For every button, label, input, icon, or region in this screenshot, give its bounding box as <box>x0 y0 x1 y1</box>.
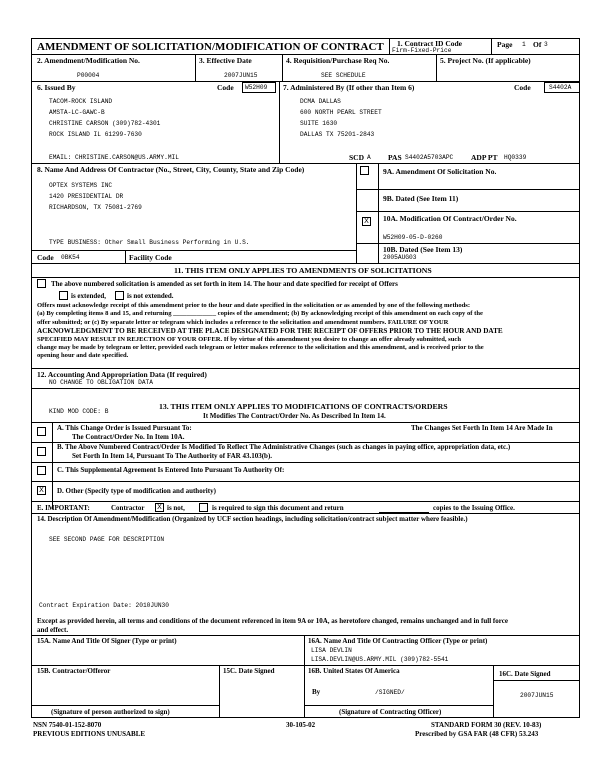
item-12-label: 12. Accounting And Appropriation Data (If required) <box>37 370 207 379</box>
footer-nsn: NSN 7540-01-152-8070 <box>33 721 102 729</box>
item-9b-label: 9B. Dated (See Item 11) <box>383 194 459 203</box>
type-business: TYPE BUSINESS: Other Small Business Performing in U.S. <box>49 239 250 246</box>
item-13-title: 13. THIS ITEM ONLY APPLIES TO MODIFICATIONS OF CONTRACTS/ORDERS <box>159 402 448 411</box>
requisition-label: 4. Requisition/Purchase Req No. <box>286 56 390 65</box>
item-12-value: NO CHANGE TO OBLIGATION DATA <box>49 379 153 386</box>
except-line2: and effect. <box>37 626 69 634</box>
item-9a-label: 9A. Amendment Of Solicitation No. <box>383 167 497 176</box>
scd-value: A <box>367 154 371 161</box>
checkbox-13a[interactable] <box>37 427 46 436</box>
kind-mod-code: KIND MOD CODE: B <box>49 408 109 415</box>
is-required-label: is required to sign this document and return <box>212 504 344 512</box>
item-16a-label: 16A. Name And Title Of Contracting Officer (Type or print) <box>308 637 488 645</box>
item-11-line1: The above numbered solicitation is amended as set forth in item 14. The hour and date specified for receipt of Offers <box>51 280 398 288</box>
sig-person-label: (Signature of person authorized to sign) <box>51 708 170 716</box>
checkbox-extended[interactable] <box>59 291 68 300</box>
item-13c-label: C. This Supplemental Agreement Is Entered Into Pursuant To Authority Of: <box>57 466 285 474</box>
page-label: Page <box>497 40 513 49</box>
officer-name: LISA DEVLIN <box>311 647 352 654</box>
administered-by-label: 7. Administered By (If other than Item 6) <box>283 83 415 92</box>
facility-code-label: Facility Code <box>129 253 172 262</box>
item-14-description: SEE SECOND PAGE FOR DESCRIPTION <box>49 536 165 543</box>
project-no-label: 5. Project No. (If applicable) <box>440 56 531 65</box>
sig-officer-label: (Signature of Contracting Officer) <box>339 708 442 716</box>
item-11-instructions: Offers must acknowledge receipt of this amendment prior to the hour and date specified in the solicitation or as amended by one of the following methods: (a) By completing items 8 and 15, and returning _____________ copies of the amendment; (b) By acknowledging receipt of this amendment on each copy of the offer submitted; or (c) By separate letter or telegram which includes a reference to the solicitation and amendment numbers. FAILURE OF YOUR ACKNOWLEDGMENT TO BE RECEIVED AT THE PLACE DESIGNATED FOR THE RECEIPT OF OFFERS PRIOR TO THE HOUR AND DATE SPECIFIED MAY RESULT IN REJECTION OF YOUR OFFER. If by virtue of this amendment you desire to change an offer already submitted, such change may be made by telegram or letter, provided each telegram or letter makes reference to the solicitation and this amendment, and is received prior to the opening hour and date specified. <box>37 302 503 360</box>
item-15c-label: 15C. Date Signed <box>223 667 275 675</box>
important-label: E. IMPORTANT: <box>37 504 90 512</box>
is-not-label: is not, <box>167 504 185 512</box>
checkbox-is-required[interactable] <box>199 503 208 512</box>
item-11-title: 11. THIS ITEM ONLY APPLIES TO AMENDMENTS OF SOLICITATIONS <box>174 266 432 275</box>
effective-date-label: 3. Effective Date <box>199 56 252 65</box>
administered-by-address: DCMA DALLAS 600 NORTH PEARL STREET SUITE 1630 DALLAS TX 75201-2843 <box>300 98 382 138</box>
date-16c-value: 2007JUN15 <box>520 692 554 699</box>
of-label: Of <box>533 40 542 49</box>
is-extended-label: is extended, <box>71 292 106 300</box>
footer-code: 30-105-02 <box>286 721 316 729</box>
item-13a-line1: A. This Change Order is Issued Pursuant To: <box>57 424 192 432</box>
contract-expiration: Contract Expiration Date: 2010JUN30 <box>39 602 169 609</box>
page-value: 1 <box>522 41 526 48</box>
form-title: AMENDMENT OF SOLICITATION/MODIFICATION OF CONTRACT <box>37 41 384 53</box>
issued-code-value: W52H09 <box>245 84 268 91</box>
by-label: By <box>312 688 321 696</box>
item-10b-label: 10B. Dated (See Item 13) <box>383 245 463 254</box>
contractor-code-value: 0BK54 <box>61 254 80 261</box>
contract-id-label: 1. Contract ID Code <box>397 39 462 48</box>
contractor-code-label: Code <box>37 253 54 262</box>
checkbox-is-not[interactable]: X <box>155 503 164 512</box>
item-16c-label: 16C. Date Signed <box>499 670 551 678</box>
adp-label: ADP PT <box>471 153 498 162</box>
checkbox-13b[interactable] <box>37 447 46 456</box>
except-line1: Except as provided herein, all terms and conditions of the document referenced in item 9A or 10A, as heretofore changed, remains unchanged and in full force <box>37 617 508 625</box>
item-13a-right: The Changes Set Forth In Item 14 Are Made In <box>411 424 553 432</box>
admin-code-value: S4402A <box>549 84 572 91</box>
issued-email: EMAIL: CHRISTINE.CARSON@US.ARMY.MIL <box>49 154 179 161</box>
admin-code-label: Code <box>514 83 531 92</box>
contract-id-value: Firm-Fixed-Price <box>392 47 452 54</box>
footer-prescribed: Prescribed by GSA FAR (48 CFR) 53.243 <box>415 730 539 738</box>
pas-value: S4402A5703APC <box>405 154 454 161</box>
footer-sf: STANDARD FORM 30 (REV. 10-83) <box>431 721 542 729</box>
amendment-no-value: P00004 <box>77 72 100 79</box>
item-15b-label: 15B. Contractor/Offeror <box>37 667 111 675</box>
contractor-word: Contractor <box>111 504 145 512</box>
copies-label: copies to the Issuing Office. <box>433 504 515 512</box>
item-16b-label: 16B. United States Of America <box>308 667 400 675</box>
item-10a-value: W52H09-05-D-0260 <box>383 234 443 241</box>
item-13b-line2: Set Forth In Item 14, Pursuant To The Authority of FAR 43.103(b). <box>72 452 273 460</box>
checkbox-not-extended[interactable] <box>115 291 124 300</box>
issued-by-label: 6. Issued By <box>37 83 76 92</box>
not-extended-label: is not extended. <box>127 292 174 300</box>
item-10b-value: 2005AUG03 <box>383 254 417 261</box>
signed-value: /SIGNED/ <box>375 689 405 696</box>
item-13a-line2: The Contract/Order No. In Item 10A. <box>72 433 185 441</box>
item-10a-label: 10A. Modification Of Contract/Order No. <box>383 214 517 223</box>
item-13-subtitle: It Modifies The Contract/Order No. As Described In Item 14. <box>203 412 386 420</box>
sf30-form <box>31 38 580 718</box>
scd-label: SCD <box>349 153 365 162</box>
issued-by-address: TACOM-ROCK ISLAND AMSTA-LC-GAWC-B CHRISTINE CARSON (309)782-4301 ROCK ISLAND IL 61299-7630 <box>49 98 161 138</box>
footer-prev: PREVIOUS EDITIONS UNUSABLE <box>33 730 146 738</box>
item-15a-label: 15A. Name And Title Of Signer (Type or print) <box>37 637 177 645</box>
issued-code-label: Code <box>217 83 234 92</box>
item-14-label: 14. Description Of Amendment/Modification (Organized by UCF section headings, including solicitation/contract subject matter where feasible.) <box>37 515 468 523</box>
item-13d-label: D. Other (Specify type of modification and authority) <box>57 487 216 495</box>
checkbox-amended[interactable] <box>37 279 46 288</box>
officer-contact: LISA.DEVLIN@US.ARMY.MIL (309)782-5541 <box>311 656 449 663</box>
checkbox-13d[interactable]: X <box>37 486 46 495</box>
checkbox-10a[interactable]: X <box>362 217 371 226</box>
contractor-address: OPTEX SYSTEMS INC 1420 PRESIDENTIAL DR RICHARDSON, TX 75081-2769 <box>49 182 142 211</box>
adp-value: HQ0339 <box>504 154 527 161</box>
amendment-no-label: 2. Amendment/Modification No. <box>37 56 140 65</box>
requisition-value: SEE SCHEDULE <box>321 72 366 79</box>
checkbox-9a[interactable] <box>360 166 369 175</box>
contractor-label: 8. Name And Address Of Contractor (No., Street, City, County, State and Zip Code) <box>37 165 305 174</box>
of-value: 3 <box>544 41 548 48</box>
checkbox-13c[interactable] <box>37 466 46 475</box>
pas-label: PAS <box>388 153 402 162</box>
item-13b-line1: B. The Above Numbered Contract/Order Is Modified To Reflect The Administrative Changes (such as changes in paying office, appropriation data, etc.) <box>57 443 511 451</box>
effective-date-value: 2007JUN15 <box>224 72 258 79</box>
